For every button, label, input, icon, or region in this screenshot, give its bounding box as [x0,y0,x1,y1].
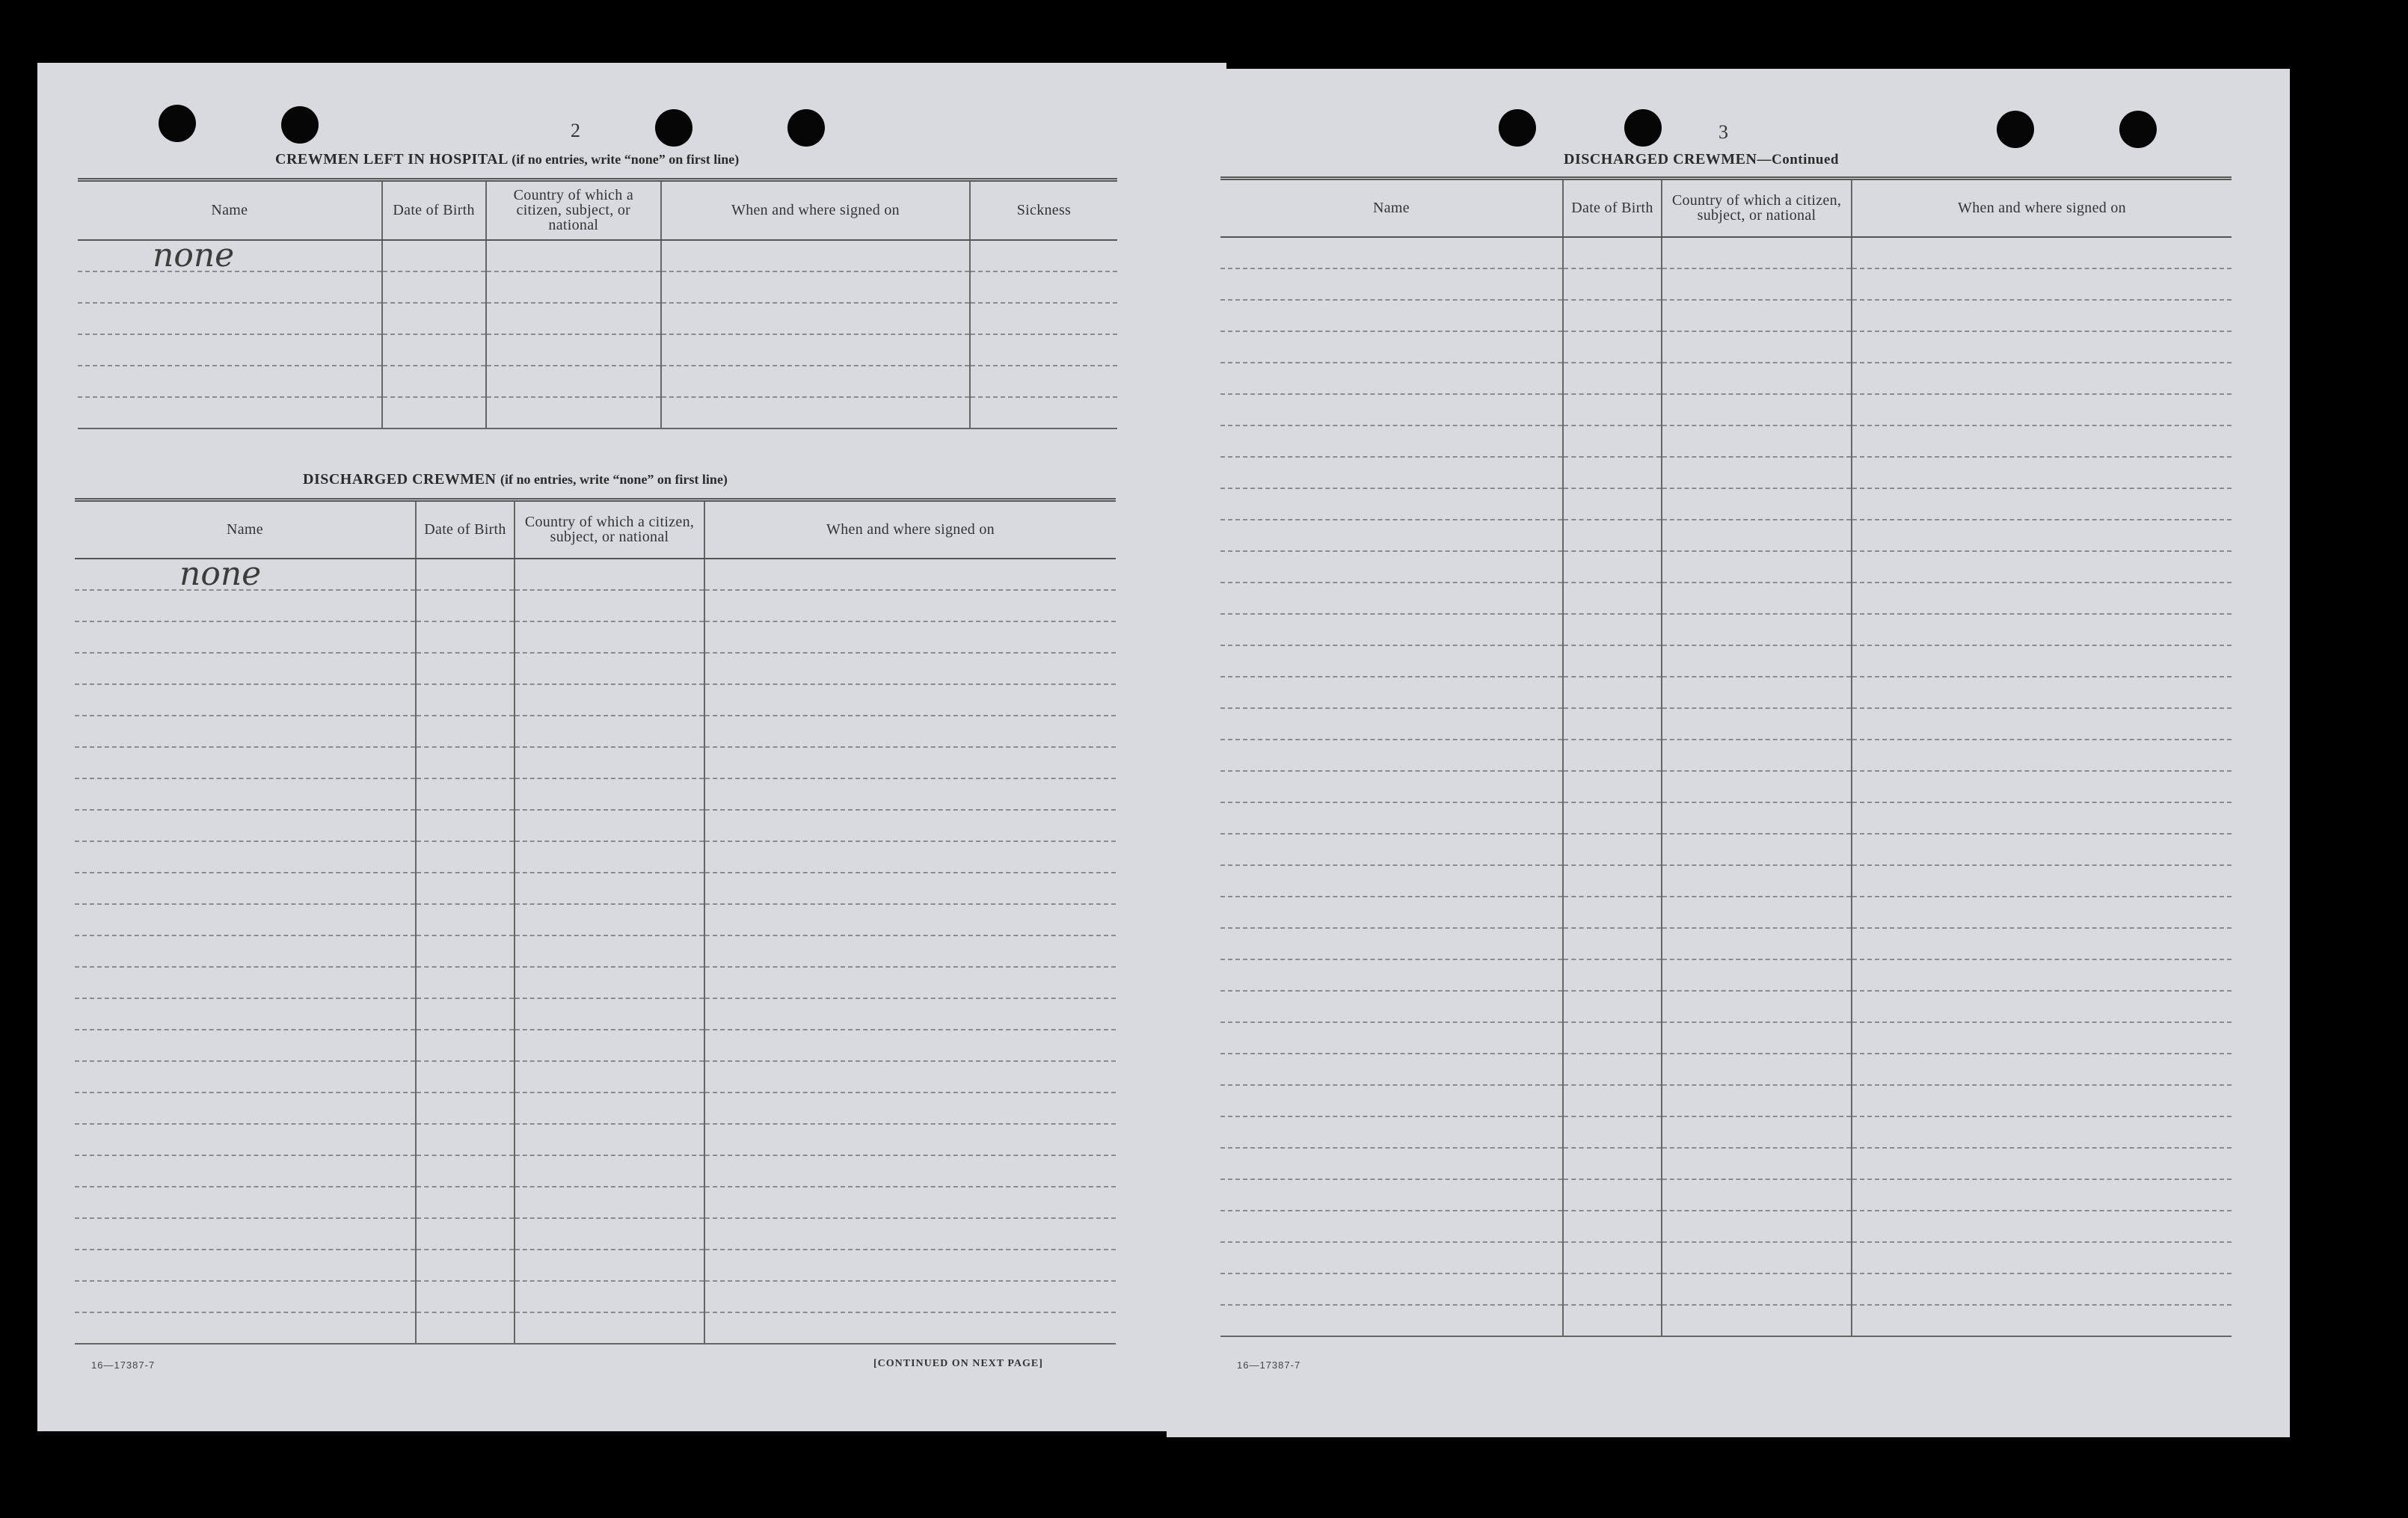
table-row [1220,1211,2232,1242]
table-header-row [1220,179,2232,237]
table-row [75,1093,1116,1124]
table-row [75,841,1116,873]
table-row [75,1312,1116,1344]
table-row [1220,394,2232,425]
hospital-table [78,178,1117,429]
table-header-row [78,180,1117,240]
table-row [78,303,1117,334]
punch-hole [159,105,196,142]
table-row [1220,708,2232,740]
table-row [1220,1085,2232,1116]
table-row [1220,614,2232,645]
table-row [75,1124,1116,1155]
hospital-section-title [275,151,739,168]
table-row [75,904,1116,935]
column-header-date-of-birth: Date of Birth [1563,179,1662,237]
table-row [75,810,1116,841]
table-row [75,935,1116,967]
table-row [1220,300,2232,331]
table-row [75,1155,1116,1187]
discharged-continued-title-text: DISCHARGED CREWMEN [1564,151,1757,168]
column-header-signed-on: When and where signed on [661,180,970,240]
table-row [75,684,1116,716]
column-header-name: Name [75,500,416,559]
table-row [1220,740,2232,771]
table-row [75,747,1116,778]
table-row [1220,1273,2232,1305]
column-header-sickness: Sickness [970,180,1117,240]
table-row [1220,645,2232,677]
table-row [1220,834,2232,865]
form-code: 16—17387-7 [1237,1359,1301,1371]
table-row [1220,1054,2232,1085]
left-page [37,63,1226,1431]
discharged-continued-title [1564,151,1839,168]
column-header-name: Name [1220,179,1563,237]
discharged-title-text: DISCHARGED CREWMEN [303,471,497,488]
punch-hole [1499,109,1536,147]
table-row [1220,802,2232,834]
column-header-date-of-birth: Date of Birth [382,180,486,240]
table-row [75,1030,1116,1061]
table-row [75,621,1116,653]
column-header-name: Name [78,180,382,240]
discharged-continued-table [1220,176,2232,1337]
column-header-country: Country of which a citizen, subject, or national [515,500,704,559]
table-row [1220,959,2232,991]
table-row [1220,237,2232,268]
handwritten-entry: none [78,240,382,271]
table-row [1220,1022,2232,1054]
table-row [1220,677,2232,708]
hospital-title-text: CREWMEN LEFT IN HOSPITAL [275,151,508,168]
page-number: 2 [571,120,580,141]
table-row [75,716,1116,747]
column-header-signed-on: When and where signed on [1852,179,2232,237]
table-row [1220,897,2232,928]
table-header-row [75,500,1116,559]
table-row [1220,520,2232,551]
table-row [1220,771,2232,802]
table-row [75,1218,1116,1250]
table-row [78,366,1117,397]
table-row [1220,928,2232,959]
column-header-country: Country of which a citizen, subject, or national [486,180,661,240]
column-header-signed-on: When and where signed on [704,500,1116,559]
table-row [1220,425,2232,457]
table-row [75,998,1116,1030]
table-row [1220,488,2232,520]
punch-hole [2119,111,2157,148]
table-row [1220,991,2232,1022]
punch-hole [1997,111,2034,148]
table-row [75,778,1116,810]
table-row [75,590,1116,621]
discharged-section-title [303,471,728,488]
table-row [75,559,1116,590]
punch-hole [281,106,319,144]
column-header-country: Country of which a citizen, subject, or national [1662,179,1852,237]
table-row [1220,1242,2232,1273]
handwritten-entry: none [75,559,416,590]
right-page [1167,69,2290,1437]
discharged-table [75,498,1116,1345]
punch-hole [655,109,692,147]
table-row [1220,1179,2232,1211]
table-row [1220,363,2232,394]
discharged-title-note: (if no entries, write “none” on first line) [500,472,728,487]
table-row [1220,1305,2232,1336]
table-row [1220,457,2232,488]
punch-hole [1624,109,1662,147]
column-header-date-of-birth: Date of Birth [416,500,515,559]
table-row [1220,1116,2232,1148]
continued-suffix: —Continued [1757,152,1839,168]
table-row [1220,583,2232,614]
table-row [1220,551,2232,583]
table-row [1220,268,2232,300]
table-row [1220,331,2232,363]
table-row [78,240,1117,271]
table-row [75,1061,1116,1093]
page-number: 3 [1719,121,1728,143]
continued-note: [CONTINUED ON NEXT PAGE] [873,1358,1043,1369]
table-row [75,1281,1116,1312]
table-row [78,271,1117,303]
table-row [75,653,1116,684]
table-row [1220,865,2232,897]
table-row [75,873,1116,904]
table-row [1220,1148,2232,1179]
table-row [75,1187,1116,1218]
table-row [78,397,1117,428]
table-row [78,334,1117,366]
hospital-title-note: (if no entries, write “none” on first line) [512,152,740,167]
table-row [75,967,1116,998]
table-row [75,1250,1116,1281]
form-code: 16—17387-7 [91,1359,156,1371]
punch-hole [787,109,825,147]
